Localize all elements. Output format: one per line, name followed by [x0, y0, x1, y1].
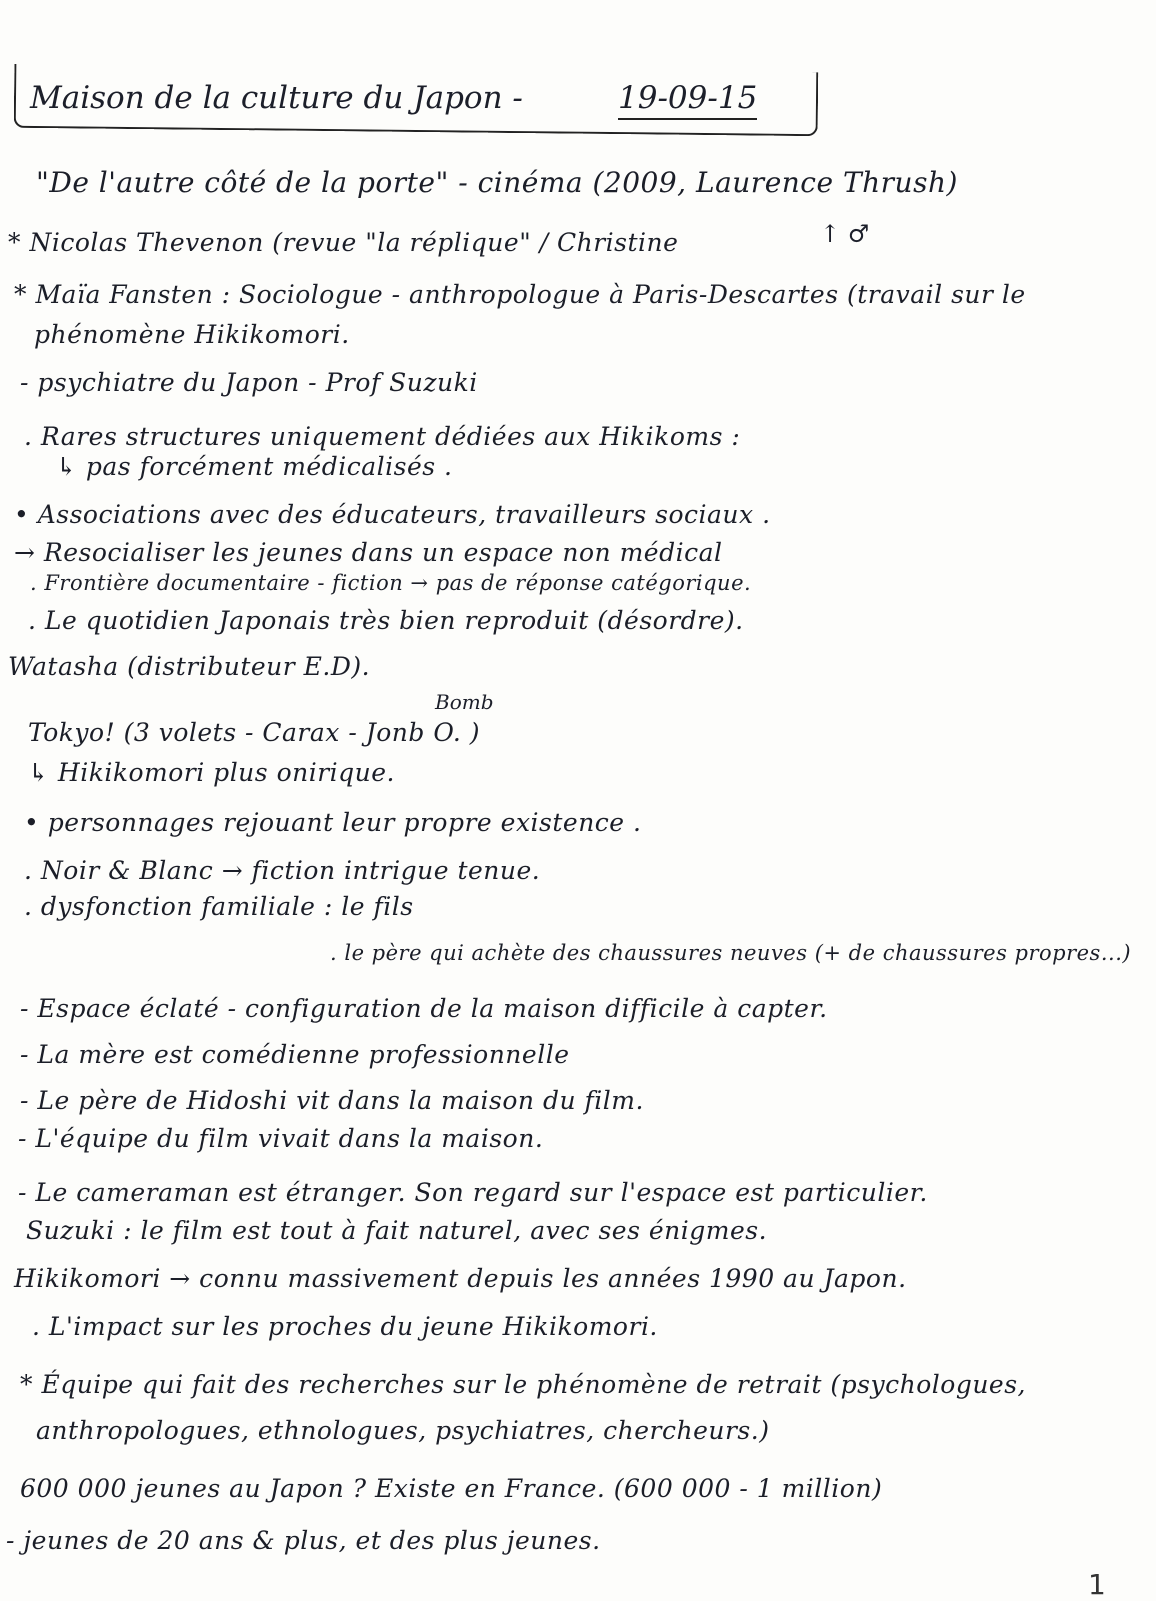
note-line: • Associations avec des éducateurs, travailleurs sociaux . — [14, 500, 771, 529]
note-line: Hikikomori → connu massivement depuis les années 1990 au Japon. — [14, 1264, 907, 1293]
page-title: Maison de la culture du Japon - — [30, 80, 523, 116]
note-line: • personnages rejouant leur propre existence . — [24, 808, 642, 837]
note-line: * Maïa Fansten : Sociologue - anthropologue à Paris-Descartes (travail sur le — [14, 280, 1026, 309]
note-line: . dysfonction familiale : le fils — [24, 892, 414, 921]
note-line: * Nicolas Thevenon (revue "la réplique" / Christine — [8, 228, 679, 257]
film-title-line: "De l'autre côté de la porte" - cinéma (2009, Laurence Thrush) — [36, 166, 958, 199]
note-line: - Le père de Hidoshi vit dans la maison du film. — [20, 1086, 644, 1115]
note-line: ↳ pas forcément médicalisés . — [56, 452, 453, 481]
note-line: - psychiatre du Japon - Prof Suzuki — [20, 368, 478, 397]
title-date: 19-09-15 — [618, 80, 757, 120]
note-line: anthropologues, ethnologues, psychiatres, chercheurs.) — [36, 1416, 770, 1445]
note-line: - L'équipe du film vivait dans la maison. — [18, 1124, 544, 1153]
note-line: . Frontière documentaire - fiction → pas de réponse catégorique. — [30, 571, 752, 595]
note-line: Suzuki : le film est tout à fait naturel, avec ses énigmes. — [26, 1216, 768, 1245]
bomb-note: Bomb — [435, 690, 494, 714]
gender-mark: ↑ ♂ — [820, 220, 870, 248]
note-line: → Resocialiser les jeunes dans un espace non médical — [14, 538, 723, 567]
note-line: . Le quotidien Japonais très bien reproduit (désordre). — [28, 606, 744, 635]
note-line: Watasha (distributeur E.D). — [8, 652, 371, 681]
note-line: phénomène Hikikomori. — [34, 320, 350, 349]
note-line: - Le cameraman est étranger. Son regard sur l'espace est particulier. — [18, 1178, 928, 1207]
note-line: * Équipe qui fait des recherches sur le phénomène de retrait (psychologues, — [20, 1370, 1027, 1399]
note-line: - Espace éclaté - configuration de la maison difficile à capter. — [20, 994, 828, 1023]
note-line: - jeunes de 20 ans & plus, et des plus jeunes. — [6, 1526, 601, 1555]
page-number: 1 — [1088, 1568, 1106, 1601]
note-line: . Noir & Blanc → fiction intrigue tenue. — [24, 856, 541, 885]
note-line: ↳ Hikikomori plus onirique. — [28, 758, 396, 787]
note-line: Tokyo! (3 volets - Carax - Jonb O. ) — [28, 718, 481, 747]
note-line: - La mère est comédienne professionnelle — [20, 1040, 570, 1069]
note-line: . Rares structures uniquement dédiées aux Hikikoms : — [24, 422, 741, 451]
note-line: 600 000 jeunes au Japon ? Existe en France. (600 000 - 1 million) — [20, 1474, 883, 1503]
note-line: . L'impact sur les proches du jeune Hikikomori. — [32, 1312, 658, 1341]
note-line: . le père qui achète des chaussures neuves (+ de chaussures propres...) — [330, 941, 1132, 965]
